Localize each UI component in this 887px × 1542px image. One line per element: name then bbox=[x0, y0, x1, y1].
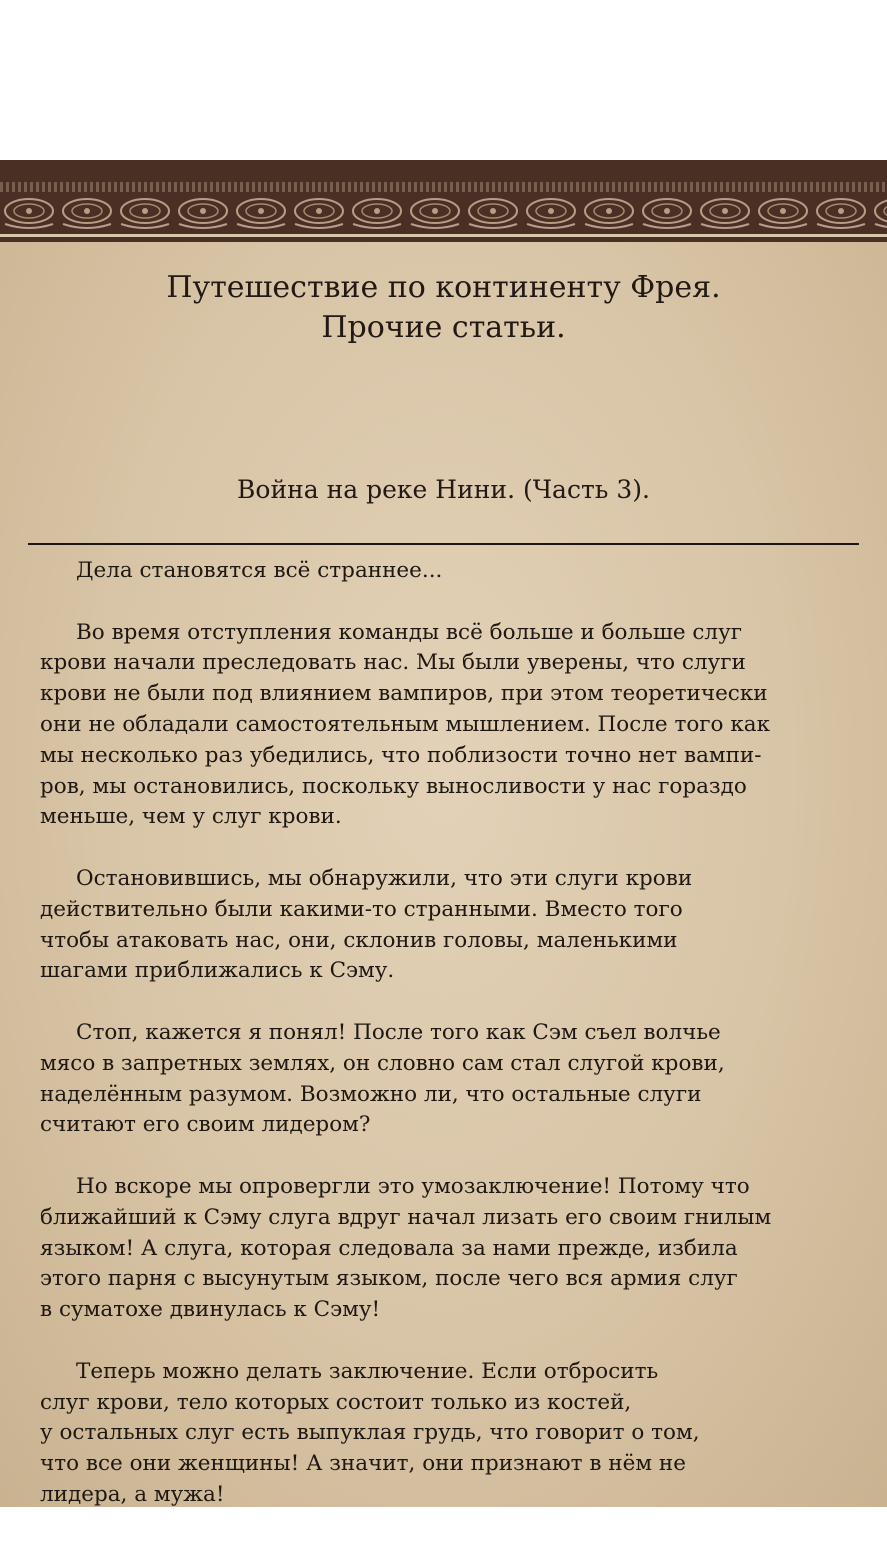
text-line: ров, мы остановились, поскольку выносливости у нас гораздо bbox=[40, 773, 747, 799]
border-pattern-strip bbox=[0, 182, 887, 192]
text-line: Теперь можно делать заключение. Если отбросить bbox=[76, 1358, 659, 1384]
text-line: Остановившись, мы обнаружили, что эти слуги крови bbox=[76, 865, 693, 891]
paragraph bbox=[40, 864, 848, 987]
text-line: мясо в запретных землях, он словно сам стал слугой крови, bbox=[40, 1050, 725, 1076]
text-line: действительно были какими-то странными. Вместо того bbox=[40, 896, 683, 922]
paragraph bbox=[40, 1172, 848, 1326]
text-line: Дела становятся всё страннее... bbox=[76, 558, 443, 583]
text-line: считают его своим лидером? bbox=[40, 1112, 371, 1138]
text-line: они не обладали самостоятельным мышлением. После того как bbox=[40, 711, 771, 737]
text-line: крови начали преследовать нас. Мы были уверены, что слуги bbox=[40, 650, 746, 676]
text-line: что все они женщины! А значит, они признают в нём не bbox=[40, 1451, 686, 1477]
paragraph bbox=[40, 618, 848, 834]
text-line: чтобы атаковать нас, они, склонив головы, маленькими bbox=[40, 927, 678, 953]
lace-ornament bbox=[0, 196, 887, 230]
text-line: Стоп, кажется я понял! После того как Сэм съел волчье bbox=[76, 1019, 721, 1045]
text-line: слуг крови, тело которых состоит только из костей, bbox=[40, 1389, 632, 1415]
text-line: лидера, а мужа! bbox=[40, 1481, 225, 1507]
title-line-2: Прочие статьи. bbox=[321, 310, 566, 345]
paragraph bbox=[40, 556, 848, 587]
title-line-1: Путешествие по континенту Фрея. bbox=[166, 270, 721, 305]
text-line: этого парня с высунутым языком, после чего вся армия слуг bbox=[40, 1266, 738, 1292]
text-line: наделённым разумом. Возможно ли, что остальные слуги bbox=[40, 1081, 702, 1107]
text-line: языком! А слуга, которая следовала за нами прежде, избила bbox=[40, 1235, 738, 1261]
text-line: шагами приближались к Сэму. bbox=[40, 958, 395, 984]
text-line: в суматохе двинулась к Сэму! bbox=[40, 1297, 381, 1323]
text-line: ближайший к Сэму слуга вдруг начал лизать его своим гнилым bbox=[40, 1204, 772, 1230]
text-line: у остальных слуг есть выпуклая грудь, что говорит о том, bbox=[40, 1420, 700, 1446]
text-line: меньше, чем у слуг крови. bbox=[40, 804, 342, 830]
article-subtitle: Война на реке Нини. (Часть 3). bbox=[237, 475, 650, 504]
text-line: крови не были под влиянием вампиров, при этом теоретически bbox=[40, 681, 768, 707]
paragraph bbox=[40, 1018, 848, 1141]
page-title bbox=[0, 268, 887, 348]
divider-line bbox=[28, 543, 859, 545]
text-line: Во время отступления команды всё больше и больше слуг bbox=[76, 619, 742, 645]
border-rule bbox=[0, 234, 887, 237]
ornamental-border bbox=[0, 160, 887, 242]
text-line: Но вскоре мы опровергли это умозаключение! Потому что bbox=[76, 1173, 750, 1199]
paragraph bbox=[40, 1357, 848, 1511]
article-body bbox=[40, 556, 848, 1542]
text-line: мы несколько раз убедились, что поблизости точно нет вампи- bbox=[40, 742, 762, 768]
top-blank-area bbox=[0, 0, 887, 160]
